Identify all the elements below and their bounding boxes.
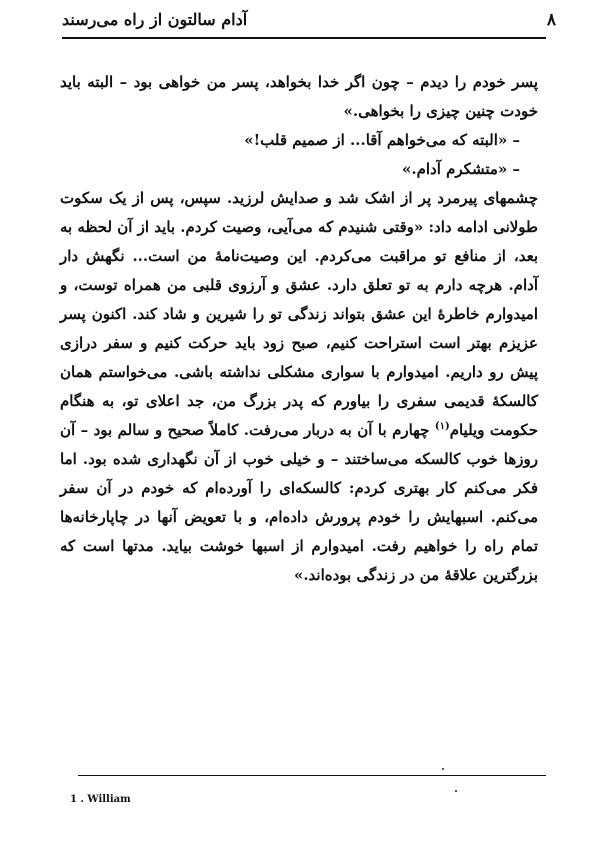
page-number: ۸ [546,10,556,30]
dialog-line-1: – «البته که می‌خواهم آقا... از صمیم قلب!» [244,131,520,149]
footnote-reference: (۱) [434,421,450,432]
running-title: آدام سالتون از راه می‌رسند [62,10,248,29]
dialog-line-2: – «متشکرم آدام.» [401,160,520,178]
paragraph-2 [60,184,538,590]
paragraph-2-part-b: چهارم با آن به دربار می‌رفت. کاملاً صحیح و سالم بود – آن روزها خوب کالسکه می‌ساختند – و خیلی خوب از آن نگهداری شده بود. اما فکر می‌کنم کار بهتری کردم: کالسکه‌ای را آورده‌ام که خودم در آن سفر می‌کنم. اسبهایش را خودم پرورش داده‌ام، و با تعویض آنها در چاپارخانه‌ها تمام راه را خواهیم رفت. امیدوارم از اسبها خوشت بیاید. مدتها است که بزرگترین علاقهٔ من در زندگی بوده‌اند.» [60,421,538,584]
paragraph-2-part-a: چشمهای پیرمرد پر از اشک شد و صدایش لرزید. سپس، پس از یک سکوت طولانی ادامه داد: «وقتی شنیدم که می‌آیی، وصیت کردم. باید از آن لحظه به بعد، از منافع تو مراقبت می‌کردم. این وصیت‌نامهٔ من است... نگهش دار آدام. هرچه دارم به تو تعلق دارد. عشق و آرزوی قلبی من همراه توست، و امیدوارم خاطرهٔ این عشق بتواند زندگی تو را شیرین و شاد کند. اکنون پسر عزیزم بهتر است استراحت کنیم، صبح زود باید حرکت کنیم و سفر درازی پیش رو داریم. امیدوارم با سواری مشکلی نداشته باشی. می‌خواستم همان کالسکهٔ قدیمی سفری را بیاورم که پدر بزرگ من، جد اعلای تو، به هنگام حکومت ویلیام [59,189,538,439]
scan-speck [455,790,457,792]
footnote: 1 . William [70,794,131,805]
running-header [62,10,556,34]
scan-speck [442,768,444,770]
main-text [60,68,538,590]
footnote-rule [78,775,546,776]
paragraph-1: پسر خودم را دیدم – چون اگر خدا بخواهد، پسر من خواهی بود – البته باید خودت چنین چیزی را بخواهی.» [60,73,538,120]
header-rule [62,37,546,39]
